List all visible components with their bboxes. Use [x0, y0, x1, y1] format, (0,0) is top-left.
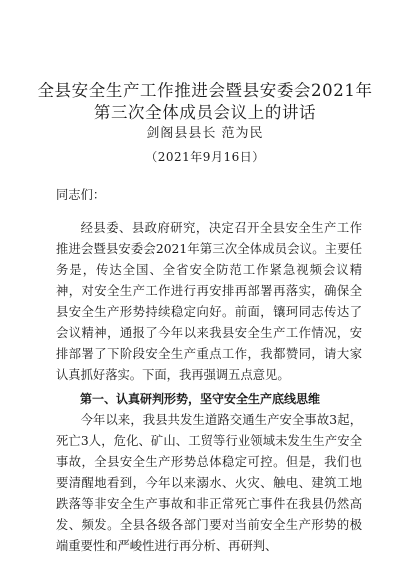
- document-title-line-1: 全县安全生产工作推进会暨县安委会2021年: [37, 81, 373, 100]
- paragraph-intro: 经县委、县政府研究，决定召开全县安全生产工作推进会暨县安委会2021年第三次全体成员会议。主要任务是，传达全国、全省安全防范工作紧急视频会议精神，对安全生产工作进行再安排再部署再落实，确保全县安全生产形势持续稳定向好。前面，镶珂同志传达了会议精神，通报了今年以来我县安全生产工作情况，安排部署了下阶段安全生产重点工作，我都赞同，请大家认真抓好落实。下面，我再强调五点意见。: [56, 221, 362, 382]
- title-block: [20, 80, 390, 166]
- paragraph-situation: 今年以来，我县共发生道路交通生产安全事故3起，死亡3人，危化、矿山、工贸等行业领域未发生生产安全事故，全县安全生产形势总体稳定可控。但是，我们也要清醒地看到，今年以来溺水、火灾、触电、建筑工地跌落等非安全生产事故和非正常死亡事件在我县仍然高发、频发。全县各级各部门要对当前安全生产形势的极端重要性和严峻性进行再分析、再研判、: [56, 413, 362, 553]
- document-body: [56, 185, 362, 557]
- document-author: 剑阁县县长 范为民: [146, 126, 264, 141]
- salutation: 同志们：: [56, 188, 106, 202]
- section-heading-1: 第一、认真研判形势，坚守安全生产底线思维: [80, 392, 321, 406]
- document-title-line-2: 第三次全体成员会议上的讲话: [93, 103, 317, 122]
- document-date: （2021年9月16日）: [145, 150, 265, 164]
